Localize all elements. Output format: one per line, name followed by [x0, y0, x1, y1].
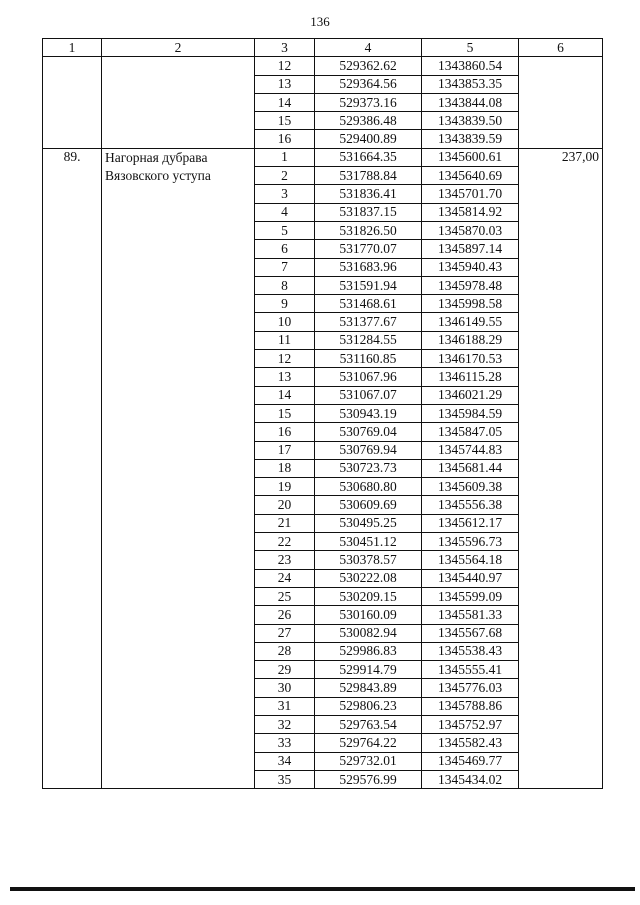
- coordinate-y: 1345744.83: [422, 441, 519, 459]
- coordinate-x: 529386.48: [315, 112, 422, 130]
- coordinate-x: 529364.56: [315, 75, 422, 93]
- coordinate-y: 1345814.92: [422, 203, 519, 221]
- coordinate-x: 529764.22: [315, 734, 422, 752]
- coordinate-y: 1345978.48: [422, 276, 519, 294]
- coordinate-y: 1345596.73: [422, 533, 519, 551]
- coordinate-y: 1346021.29: [422, 386, 519, 404]
- coordinate-x: 531837.15: [315, 203, 422, 221]
- header-row: [43, 39, 603, 57]
- coordinate-y: 1345998.58: [422, 295, 519, 313]
- point-number: 25: [255, 587, 315, 605]
- table-row: [43, 148, 603, 166]
- coordinate-y: 1345609.38: [422, 478, 519, 496]
- coordinate-y: 1345440.97: [422, 569, 519, 587]
- table-row: [43, 57, 603, 75]
- point-number: 21: [255, 514, 315, 532]
- coordinate-y: 1343853.35: [422, 75, 519, 93]
- coordinate-y: 1345599.09: [422, 587, 519, 605]
- point-number: 13: [255, 368, 315, 386]
- coordinate-x: 530222.08: [315, 569, 422, 587]
- point-number: 12: [255, 350, 315, 368]
- point-number: 14: [255, 93, 315, 111]
- coordinate-y: 1346115.28: [422, 368, 519, 386]
- coordinate-x: 529362.62: [315, 57, 422, 75]
- point-number: 10: [255, 313, 315, 331]
- coordinate-y: 1343839.50: [422, 112, 519, 130]
- point-number: 23: [255, 551, 315, 569]
- point-number: 16: [255, 423, 315, 441]
- coordinate-y: 1345681.44: [422, 459, 519, 477]
- coordinate-x: 531788.84: [315, 167, 422, 185]
- coordinate-x: 531664.35: [315, 148, 422, 166]
- coordinate-y: 1345555.41: [422, 661, 519, 679]
- page-number: 136: [310, 14, 330, 29]
- coordinate-y: 1345847.05: [422, 423, 519, 441]
- coordinate-x: 531770.07: [315, 240, 422, 258]
- coordinate-x: 531468.61: [315, 295, 422, 313]
- coordinate-y: 1346170.53: [422, 350, 519, 368]
- coordinate-x: 529576.99: [315, 770, 422, 788]
- coordinate-y: 1345581.33: [422, 606, 519, 624]
- coordinate-y: 1346188.29: [422, 331, 519, 349]
- coordinate-y: 1345752.97: [422, 715, 519, 733]
- header-cell-2: 2: [102, 39, 255, 57]
- header-cell-5: 5: [422, 39, 519, 57]
- coordinate-x: 529914.79: [315, 661, 422, 679]
- coordinate-x: 529732.01: [315, 752, 422, 770]
- coordinate-x: 531067.07: [315, 386, 422, 404]
- area-cell: [519, 57, 603, 148]
- coordinate-y: 1343839.59: [422, 130, 519, 148]
- point-number: 17: [255, 441, 315, 459]
- point-number: 29: [255, 661, 315, 679]
- point-number: 12: [255, 57, 315, 75]
- point-number: 9: [255, 295, 315, 313]
- coordinate-x: 529843.89: [315, 679, 422, 697]
- coordinate-x: 530209.15: [315, 587, 422, 605]
- coordinate-y: 1345564.18: [422, 551, 519, 569]
- point-number: 18: [255, 459, 315, 477]
- coordinate-x: 531160.85: [315, 350, 422, 368]
- point-number: 26: [255, 606, 315, 624]
- entry-name: Нагорная дубрава Вязовского уступа: [102, 148, 255, 788]
- point-number: 19: [255, 478, 315, 496]
- point-number: 22: [255, 533, 315, 551]
- header-cell-3: 3: [255, 39, 315, 57]
- coordinate-y: 1345538.43: [422, 642, 519, 660]
- coordinate-x: 529986.83: [315, 642, 422, 660]
- coordinate-y: 1343860.54: [422, 57, 519, 75]
- coordinate-x: 531284.55: [315, 331, 422, 349]
- point-number: 5: [255, 221, 315, 239]
- point-number: 14: [255, 386, 315, 404]
- coordinate-y: 1345469.77: [422, 752, 519, 770]
- coordinate-x: 530943.19: [315, 404, 422, 422]
- coordinate-x: 530082.94: [315, 624, 422, 642]
- header-cell-1: 1: [43, 39, 102, 57]
- header-cell-6: 6: [519, 39, 603, 57]
- entry-number-cell: [43, 57, 102, 148]
- coordinate-x: 530769.94: [315, 441, 422, 459]
- coordinate-x: 530680.80: [315, 478, 422, 496]
- coordinate-x: 529763.54: [315, 715, 422, 733]
- coordinate-x: 530769.04: [315, 423, 422, 441]
- coordinate-y: 1345612.17: [422, 514, 519, 532]
- point-number: 34: [255, 752, 315, 770]
- coordinate-y: 1345600.61: [422, 148, 519, 166]
- point-number: 15: [255, 404, 315, 422]
- coordinate-y: 1345640.69: [422, 167, 519, 185]
- point-number: 27: [255, 624, 315, 642]
- point-number: 15: [255, 112, 315, 130]
- point-number: 31: [255, 697, 315, 715]
- entry-area: 237,00: [519, 148, 603, 788]
- point-number: 1: [255, 148, 315, 166]
- coordinate-y: 1345567.68: [422, 624, 519, 642]
- coordinate-x: 530495.25: [315, 514, 422, 532]
- coordinate-y: 1345556.38: [422, 496, 519, 514]
- coordinate-x: 531683.96: [315, 258, 422, 276]
- point-number: 4: [255, 203, 315, 221]
- point-number: 33: [255, 734, 315, 752]
- coordinate-x: 531377.67: [315, 313, 422, 331]
- coordinate-y: 1345582.43: [422, 734, 519, 752]
- header-cell-4: 4: [315, 39, 422, 57]
- point-number: 11: [255, 331, 315, 349]
- coordinate-y: 1345897.14: [422, 240, 519, 258]
- point-number: 6: [255, 240, 315, 258]
- point-number: 2: [255, 167, 315, 185]
- coordinate-x: 530451.12: [315, 533, 422, 551]
- bottom-rule: [10, 887, 635, 891]
- point-number: 32: [255, 715, 315, 733]
- coordinate-x: 531067.96: [315, 368, 422, 386]
- coordinate-y: 1346149.55: [422, 313, 519, 331]
- coordinate-y: 1345870.03: [422, 221, 519, 239]
- coordinates-table: [42, 38, 603, 789]
- coordinate-x: 530723.73: [315, 459, 422, 477]
- coordinate-y: 1345434.02: [422, 770, 519, 788]
- coordinate-x: 531836.41: [315, 185, 422, 203]
- coordinate-x: 529806.23: [315, 697, 422, 715]
- point-number: 16: [255, 130, 315, 148]
- coordinate-x: 529373.16: [315, 93, 422, 111]
- point-number: 8: [255, 276, 315, 294]
- coordinate-y: 1345940.43: [422, 258, 519, 276]
- point-number: 7: [255, 258, 315, 276]
- coordinate-x: 530378.57: [315, 551, 422, 569]
- coordinate-y: 1343844.08: [422, 93, 519, 111]
- coordinate-x: 531826.50: [315, 221, 422, 239]
- point-number: 13: [255, 75, 315, 93]
- coordinate-x: 530609.69: [315, 496, 422, 514]
- point-number: 28: [255, 642, 315, 660]
- coordinate-y: 1345701.70: [422, 185, 519, 203]
- point-number: 35: [255, 770, 315, 788]
- entry-name-cell: [102, 57, 255, 148]
- coordinate-y: 1345788.86: [422, 697, 519, 715]
- coordinate-x: 529400.89: [315, 130, 422, 148]
- point-number: 30: [255, 679, 315, 697]
- entry-number: 89.: [43, 148, 102, 788]
- point-number: 20: [255, 496, 315, 514]
- coordinate-x: 530160.09: [315, 606, 422, 624]
- coordinate-y: 1345776.03: [422, 679, 519, 697]
- coordinate-x: 531591.94: [315, 276, 422, 294]
- point-number: 24: [255, 569, 315, 587]
- coordinate-y: 1345984.59: [422, 404, 519, 422]
- point-number: 3: [255, 185, 315, 203]
